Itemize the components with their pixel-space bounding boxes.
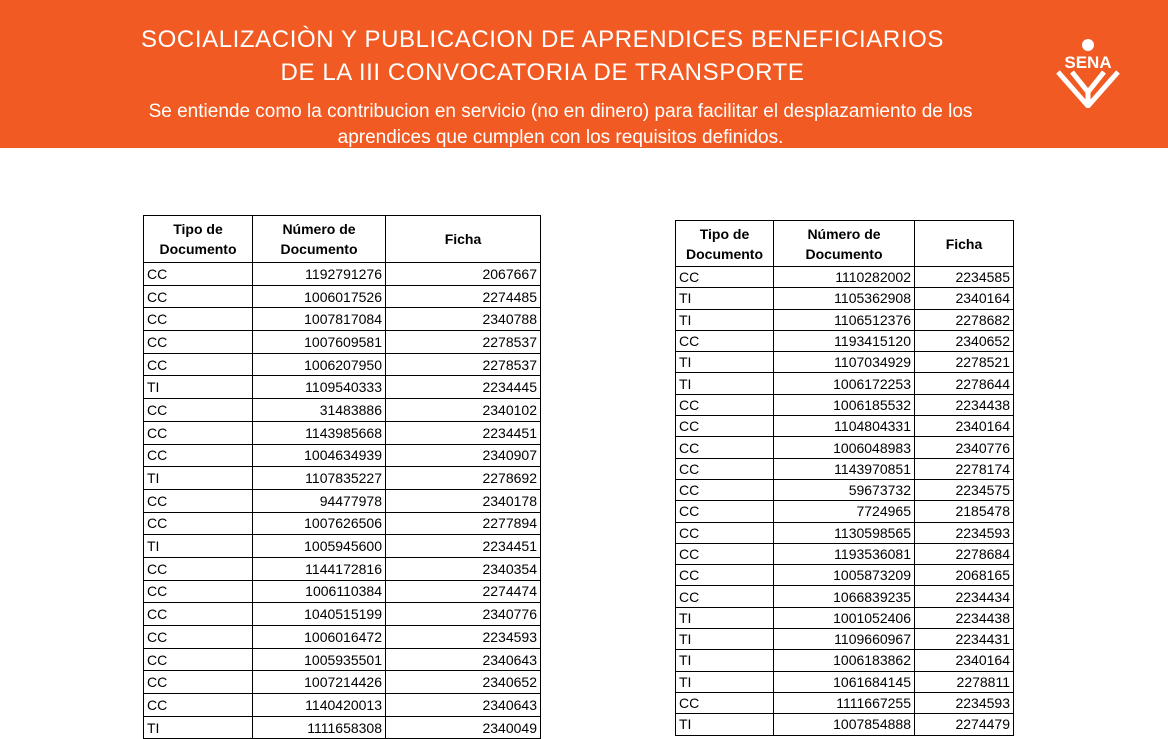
cell-ficha: 2234451 <box>386 421 541 444</box>
cell-tipo-documento: TI <box>144 467 253 490</box>
cell-numero-documento: 1140420013 <box>253 694 386 717</box>
cell-tipo-documento: CC <box>144 263 253 286</box>
table-row <box>144 603 541 626</box>
cell-tipo-documento: CC <box>676 522 774 543</box>
cell-tipo-documento: CC <box>144 489 253 512</box>
cell-tipo-documento: TI <box>144 535 253 558</box>
cell-tipo-documento: TI <box>676 671 774 692</box>
cell-ficha: 2278174 <box>915 458 1014 479</box>
cell-ficha: 2277894 <box>386 512 541 535</box>
cell-ficha: 2278521 <box>915 352 1014 373</box>
cell-tipo-documento: CC <box>144 444 253 467</box>
cell-numero-documento: 1005935501 <box>253 648 386 671</box>
cell-tipo-documento: CC <box>144 399 253 422</box>
cell-ficha: 2340643 <box>386 648 541 671</box>
cell-ficha: 2340652 <box>386 671 541 694</box>
table-row <box>676 607 1014 628</box>
table-row <box>144 557 541 580</box>
table-header-row <box>676 221 1014 267</box>
cell-ficha: 2234585 <box>915 267 1014 288</box>
cell-tipo-documento: TI <box>676 373 774 394</box>
cell-ficha: 2278684 <box>915 543 1014 564</box>
cell-ficha: 2340643 <box>386 694 541 717</box>
cell-tipo-documento: TI <box>676 629 774 650</box>
table-row <box>144 353 541 376</box>
cell-tipo-documento: CC <box>144 285 253 308</box>
subtitle-line-2: aprendices que cumplen con los requisitos definidos. <box>337 127 784 148</box>
table-row <box>676 692 1014 713</box>
cell-numero-documento: 1007817084 <box>253 308 386 331</box>
cell-numero-documento: 1111658308 <box>253 716 386 739</box>
cell-tipo-documento: CC <box>676 692 774 713</box>
table-row <box>144 376 541 399</box>
table-row <box>144 308 541 331</box>
table-row <box>676 330 1014 351</box>
logo-text: SENA <box>1064 53 1112 72</box>
page-title <box>0 23 1085 89</box>
title-line-2: DE LA III CONVOCATORIA DE TRANSPORTE <box>280 59 805 86</box>
cell-tipo-documento: TI <box>676 352 774 373</box>
cell-numero-documento: 1005873209 <box>774 565 915 586</box>
cell-tipo-documento: CC <box>144 353 253 376</box>
table-row <box>676 458 1014 479</box>
cell-numero-documento: 1006110384 <box>253 580 386 603</box>
table-header-row <box>144 216 541 263</box>
col-header-numero: Número de Documento <box>253 216 386 263</box>
cell-ficha: 2234445 <box>386 376 541 399</box>
cell-ficha: 2278537 <box>386 331 541 354</box>
table-row <box>676 501 1014 522</box>
cell-numero-documento: 1143970851 <box>774 458 915 479</box>
cell-tipo-documento: CC <box>676 543 774 564</box>
cell-tipo-documento: TI <box>144 376 253 399</box>
cell-numero-documento: 1143985668 <box>253 421 386 444</box>
table-row <box>144 285 541 308</box>
table-row <box>676 352 1014 373</box>
cell-numero-documento: 1006016472 <box>253 626 386 649</box>
cell-ficha: 2278682 <box>915 309 1014 330</box>
cell-numero-documento: 1006172253 <box>774 373 915 394</box>
table-row <box>144 535 541 558</box>
cell-tipo-documento: CC <box>676 479 774 500</box>
cell-numero-documento: 1005945600 <box>253 535 386 558</box>
cell-tipo-documento: CC <box>144 626 253 649</box>
cell-numero-documento: 1193536081 <box>774 543 915 564</box>
cell-ficha: 2340164 <box>915 288 1014 309</box>
beneficiaries-table-right <box>675 220 1014 736</box>
page-subtitle <box>0 99 1121 151</box>
table-row <box>676 671 1014 692</box>
cell-tipo-documento: CC <box>676 437 774 458</box>
table-row <box>676 586 1014 607</box>
cell-numero-documento: 1144172816 <box>253 557 386 580</box>
cell-numero-documento: 1007214426 <box>253 671 386 694</box>
table-row <box>144 331 541 354</box>
cell-numero-documento: 1109540333 <box>253 376 386 399</box>
cell-ficha: 2234431 <box>915 629 1014 650</box>
cell-ficha: 2340907 <box>386 444 541 467</box>
cell-numero-documento: 1192791276 <box>253 263 386 286</box>
cell-ficha: 2278811 <box>915 671 1014 692</box>
table-row <box>676 522 1014 543</box>
cell-tipo-documento: CC <box>676 394 774 415</box>
table-row <box>676 714 1014 735</box>
cell-ficha: 2234434 <box>915 586 1014 607</box>
cell-ficha: 2068165 <box>915 565 1014 586</box>
table-row <box>144 489 541 512</box>
col-header-numero: Número de Documento <box>774 221 915 267</box>
table-row <box>676 416 1014 437</box>
table-row <box>676 629 1014 650</box>
cell-numero-documento: 1006207950 <box>253 353 386 376</box>
cell-numero-documento: 59673732 <box>774 479 915 500</box>
cell-numero-documento: 1193415120 <box>774 330 915 351</box>
cell-tipo-documento: CC <box>676 586 774 607</box>
table-row <box>676 543 1014 564</box>
cell-ficha: 2234438 <box>915 394 1014 415</box>
cell-numero-documento: 1006185532 <box>774 394 915 415</box>
cell-tipo-documento: CC <box>144 308 253 331</box>
cell-tipo-documento: TI <box>676 650 774 671</box>
col-header-ficha: Ficha <box>386 216 541 263</box>
cell-ficha: 2234593 <box>915 692 1014 713</box>
cell-ficha: 2340354 <box>386 557 541 580</box>
table-row <box>676 565 1014 586</box>
col-header-tipo: Tipo de Documento <box>676 221 774 267</box>
cell-numero-documento: 1105362908 <box>774 288 915 309</box>
cell-numero-documento: 1004634939 <box>253 444 386 467</box>
cell-ficha: 2340178 <box>386 489 541 512</box>
table-row <box>676 309 1014 330</box>
cell-numero-documento: 1006017526 <box>253 285 386 308</box>
cell-tipo-documento: TI <box>676 714 774 735</box>
table-row <box>144 421 541 444</box>
header-banner <box>0 0 1168 148</box>
cell-ficha: 2234438 <box>915 607 1014 628</box>
cell-ficha: 2340776 <box>386 603 541 626</box>
table-row <box>676 437 1014 458</box>
cell-tipo-documento: TI <box>144 716 253 739</box>
cell-numero-documento: 1066839235 <box>774 586 915 607</box>
cell-numero-documento: 1109660967 <box>774 629 915 650</box>
cell-ficha: 2278692 <box>386 467 541 490</box>
cell-tipo-documento: TI <box>676 288 774 309</box>
cell-ficha: 2340164 <box>915 416 1014 437</box>
table-row <box>676 650 1014 671</box>
table-row <box>144 694 541 717</box>
cell-ficha: 2340776 <box>915 437 1014 458</box>
table-row <box>676 479 1014 500</box>
table-row <box>676 267 1014 288</box>
table-row <box>144 512 541 535</box>
table-row <box>144 399 541 422</box>
cell-numero-documento: 1104804331 <box>774 416 915 437</box>
cell-numero-documento: 1006048983 <box>774 437 915 458</box>
cell-tipo-documento: TI <box>676 607 774 628</box>
cell-tipo-documento: CC <box>144 603 253 626</box>
title-line-1: SOCIALIZACIÒN Y PUBLICACION DE APRENDICES BENEFICIARIOS <box>141 26 944 53</box>
cell-ficha: 2274479 <box>915 714 1014 735</box>
cell-tipo-documento: CC <box>676 330 774 351</box>
cell-tipo-documento: CC <box>676 565 774 586</box>
cell-tipo-documento: CC <box>144 580 253 603</box>
cell-numero-documento: 1001052406 <box>774 607 915 628</box>
cell-ficha: 2340788 <box>386 308 541 331</box>
table-row <box>676 373 1014 394</box>
col-header-tipo: Tipo de Documento <box>144 216 253 263</box>
cell-ficha: 2234451 <box>386 535 541 558</box>
cell-ficha: 2234593 <box>915 522 1014 543</box>
cell-ficha: 2278644 <box>915 373 1014 394</box>
table-row <box>144 580 541 603</box>
cell-ficha: 2274485 <box>386 285 541 308</box>
sena-logo <box>1050 36 1126 108</box>
table-row <box>676 288 1014 309</box>
cell-tipo-documento: CC <box>144 557 253 580</box>
cell-numero-documento: 1007626506 <box>253 512 386 535</box>
cell-ficha: 2278537 <box>386 353 541 376</box>
cell-numero-documento: 1111667255 <box>774 692 915 713</box>
cell-tipo-documento: CC <box>144 694 253 717</box>
cell-ficha: 2340164 <box>915 650 1014 671</box>
cell-numero-documento: 1107835227 <box>253 467 386 490</box>
cell-tipo-documento: CC <box>144 331 253 354</box>
table-row <box>144 671 541 694</box>
cell-tipo-documento: CC <box>144 671 253 694</box>
cell-numero-documento: 1107034929 <box>774 352 915 373</box>
cell-numero-documento: 1130598565 <box>774 522 915 543</box>
cell-tipo-documento: CC <box>676 501 774 522</box>
cell-ficha: 2067667 <box>386 263 541 286</box>
cell-tipo-documento: CC <box>144 512 253 535</box>
cell-numero-documento: 1040515199 <box>253 603 386 626</box>
subtitle-line-1: Se entiende como la contribucion en servicio (no en dinero) para facilitar el desplazamiento de los <box>148 101 973 122</box>
cell-numero-documento: 94477978 <box>253 489 386 512</box>
cell-numero-documento: 7724965 <box>774 501 915 522</box>
cell-ficha: 2234575 <box>915 479 1014 500</box>
cell-numero-documento: 1006183862 <box>774 650 915 671</box>
cell-ficha: 2340049 <box>386 716 541 739</box>
cell-numero-documento: 1007609581 <box>253 331 386 354</box>
table-row <box>144 648 541 671</box>
table-row <box>144 626 541 649</box>
cell-tipo-documento: CC <box>144 648 253 671</box>
cell-ficha: 2340102 <box>386 399 541 422</box>
cell-tipo-documento: CC <box>676 416 774 437</box>
cell-tipo-documento: CC <box>144 421 253 444</box>
cell-tipo-documento: TI <box>676 309 774 330</box>
beneficiaries-table-left <box>143 215 541 739</box>
cell-tipo-documento: CC <box>676 267 774 288</box>
cell-numero-documento: 1007854888 <box>774 714 915 735</box>
table-row <box>144 467 541 490</box>
cell-ficha: 2185478 <box>915 501 1014 522</box>
table-row <box>144 263 541 286</box>
cell-tipo-documento: CC <box>676 458 774 479</box>
cell-numero-documento: 1061684145 <box>774 671 915 692</box>
cell-ficha: 2234593 <box>386 626 541 649</box>
table-row <box>676 394 1014 415</box>
cell-numero-documento: 1110282002 <box>774 267 915 288</box>
cell-numero-documento: 1106512376 <box>774 309 915 330</box>
col-header-ficha: Ficha <box>915 221 1014 267</box>
table-row <box>144 444 541 467</box>
cell-numero-documento: 31483886 <box>253 399 386 422</box>
cell-ficha: 2274474 <box>386 580 541 603</box>
table-row <box>144 716 541 739</box>
cell-ficha: 2340652 <box>915 330 1014 351</box>
